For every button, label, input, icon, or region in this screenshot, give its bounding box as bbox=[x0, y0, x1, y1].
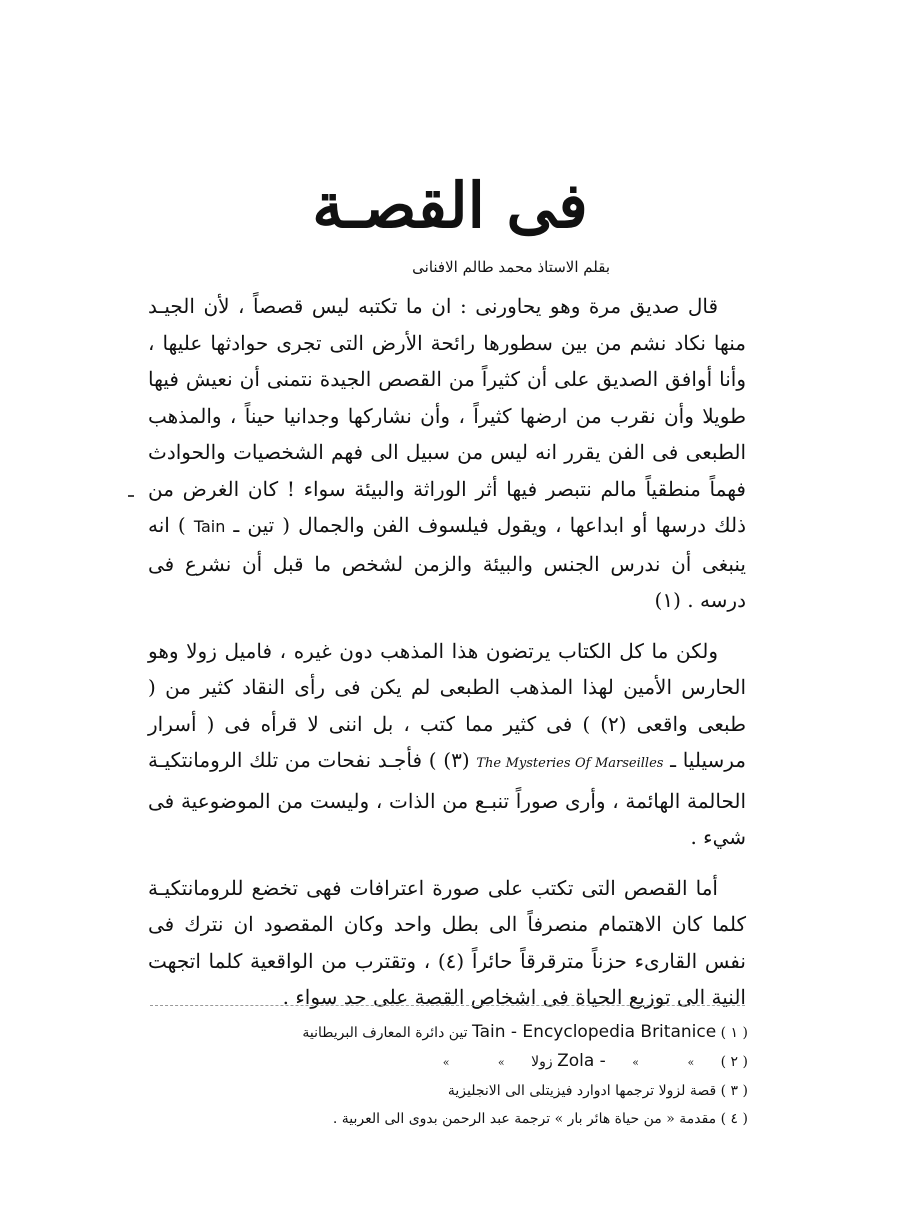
paragraph-1-text: قال صديق مرة وهو يحاورنى : ان ما تكتبه ليس قصصاً ، لأن الجيـد منها نكاد نشم من بين سطورها رائحة الأرض التى تجرى حوادثها عليها ، وأنا أوافق الصديق على أن كثيراً من القصص الجيدة نتمنى أن نعيش فيها طويلا وأن نقرب من ارضها كثيراً ، وأن نشاركها وجدانيا حيناً ، والمذهب الطبعى فى الفن يقرر انه ليس من سبيل الى فهم الشخصيات والحوادث فهماً منطقياً مالم نتبصر فيها أثر الوراثة والبيئة سواء ! كان الغرض من ذلك درسها أو ابداعها ، ويقول فيلسوف الفن والجمال ( تين ـ bbox=[148, 294, 747, 537]
footnote-1-latin: Tain - Encyclopedia Britanice bbox=[472, 1022, 717, 1042]
footnote-2-ditto-1: » bbox=[687, 1056, 695, 1069]
footnote-1-arabic: تين دائرة المعارف البريطانية bbox=[302, 1025, 468, 1041]
footnote-2-ditto-4: » bbox=[442, 1056, 450, 1069]
footnote-2 bbox=[150, 1047, 748, 1077]
footnote-divider bbox=[150, 1005, 745, 1006]
footnote-2-number: ( ٢ ) bbox=[720, 1054, 748, 1070]
margin-mark bbox=[128, 495, 134, 497]
footnote-1-number: ( ١ ) bbox=[720, 1025, 748, 1041]
footnote-2-arabic: زولا bbox=[531, 1054, 553, 1070]
footnote-1 bbox=[150, 1018, 748, 1047]
footnote-3 bbox=[150, 1077, 748, 1105]
footnote-2-latin: Zola - bbox=[557, 1051, 606, 1071]
footnote-2-ditto-3: » bbox=[497, 1056, 505, 1069]
footnote-2-ditto-2: » bbox=[632, 1056, 639, 1069]
footnote-4 bbox=[150, 1105, 748, 1133]
paragraph-3-text: أما القصص التى تكتب على صورة اعترافات فهى تخضع للرومانتكيـة كلما كان الاهتمام منصرفاً الى بطل واحد وكان المقصود ان نترك فى نفس القارىء حزناً مترقرقاً حائراً (٤) ، وتقترب من الواقعية كلما اتجهت النية الى توزيع الحياة فى اشخاص القصة على حد سواء . bbox=[148, 875, 746, 1009]
footnote-3-arabic: قصة لزولا ترجمها ادوارد فيزيتلى الى الانجليزية bbox=[447, 1083, 717, 1099]
paragraph-2-text: ولكن ما كل الكتاب يرتضون هذا المذهب دون غيره ، فاميل زولا وهو الحارس الأمين لهذا المذهب الطبعى لم يكن فى رأى النقاد كثير من ( طبعى واقعى (٢) ) فى كثير مما كتب ، بل اننى لا قرأه فى ( أسرار مرسيليا ـ bbox=[148, 638, 747, 772]
article-body bbox=[148, 288, 746, 1016]
footnote-4-arabic: مقدمة « من حياة هائر بار » ترجمة عبد الرحمن بدوى الى العربية . bbox=[332, 1111, 717, 1127]
page-title: فى القصـة bbox=[312, 169, 588, 242]
footnote-3-number: ( ٣ ) bbox=[720, 1083, 748, 1099]
paragraph-3 bbox=[148, 870, 746, 1016]
author-byline: بقلم الاستاذ محمد طالم الافنانى bbox=[412, 258, 610, 276]
paragraph-2 bbox=[148, 633, 746, 856]
paragraph-2-text-end: (٣) ) فأجـد نفحات من تلك الرومانتكيـة الحالمة الهائمة ، وأرى صوراً تنبـع من الذات ، وليست من الموضوعية فى شيء . bbox=[148, 748, 746, 849]
paragraph-1-latin-term: Tain bbox=[193, 517, 226, 536]
paragraph-1 bbox=[148, 288, 746, 619]
paragraph-1-text-end: ) انه ينبغى أن ندرس الجنس والبيئة والزمن لشخص ما قبل أن نشرع فى درسه . (١) bbox=[148, 513, 746, 612]
paragraph-2-latin-title: The Mysteries Of Marseilles bbox=[476, 756, 664, 771]
footnote-4-number: ( ٤ ) bbox=[720, 1111, 748, 1127]
footnotes bbox=[150, 1018, 748, 1133]
